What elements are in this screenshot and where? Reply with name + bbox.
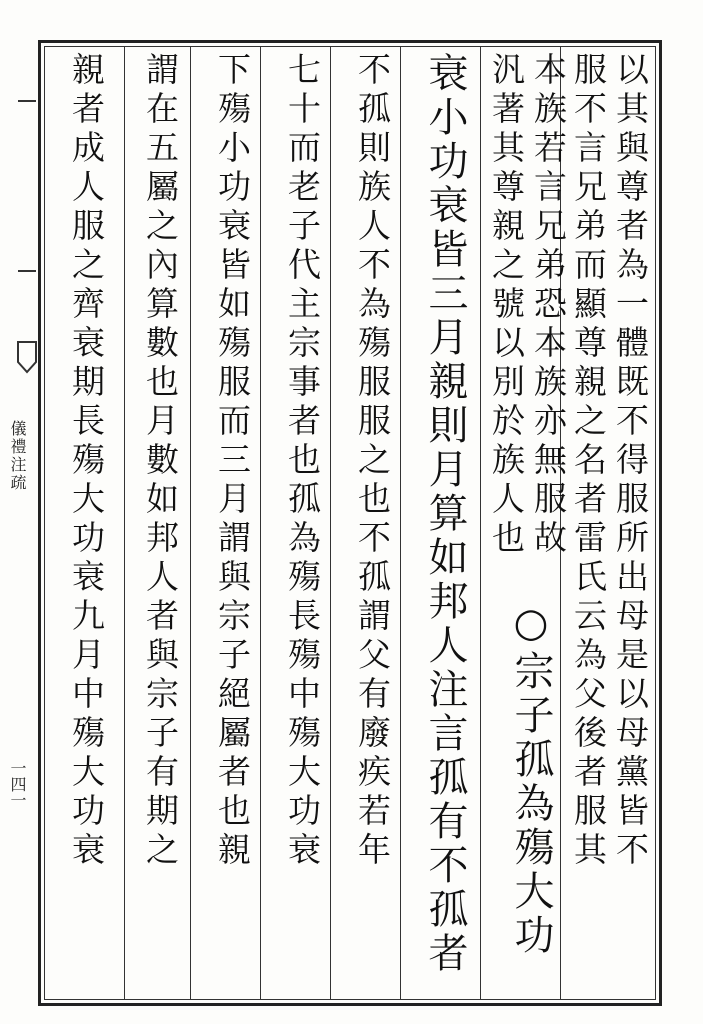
column-rule <box>124 46 125 1000</box>
text-column-3: 本族若言兄弟恐本族亦無服故 <box>529 52 568 559</box>
text-column-2: 服不言兄弟而顯尊親之名者雷氏云為父後者服其 <box>569 52 608 871</box>
text-column-10: 親者成人服之齊衰期長殤大功衰九月中殤大功衰 <box>67 52 106 871</box>
column-rule <box>400 46 401 1000</box>
column-rule <box>480 46 481 1000</box>
text-column-8: 下殤小功衰皆如殤服而三月謂與宗子絕屬者也親 <box>213 52 252 871</box>
column-rule <box>330 46 331 1000</box>
margin-tick <box>18 270 36 272</box>
text-column-7: 七十而老子代主宗事者也孤為殤長殤中殤大功衰 <box>283 52 322 871</box>
text-column-6: 不孤則族人不為殤服服之也不孤謂父有廢疾若年 <box>353 52 392 871</box>
text-column-4: 汎著其尊親之號以別於族人也 <box>487 52 526 559</box>
column-rule <box>190 46 191 1000</box>
text-column-5: 衰小功衰皆三月親則月算如邦人注言孤有不孤者 <box>422 52 468 976</box>
page-margin <box>6 40 34 1006</box>
margin-tick <box>18 100 36 102</box>
column-rule <box>260 46 261 1000</box>
book-title-margin: 儀禮注疏 <box>8 420 27 492</box>
text-column-9: 謂在五屬之內算數也月數如邦人者與宗子有期之 <box>141 52 180 871</box>
heading-continuation: ○宗子孤為殤大功 <box>508 600 554 958</box>
fishtail-mark-icon <box>16 340 38 376</box>
page-number: 一四一 <box>8 760 27 808</box>
text-column-1: 以其與尊者為一體既不得服所出母是以母黨皆不 <box>611 52 650 871</box>
